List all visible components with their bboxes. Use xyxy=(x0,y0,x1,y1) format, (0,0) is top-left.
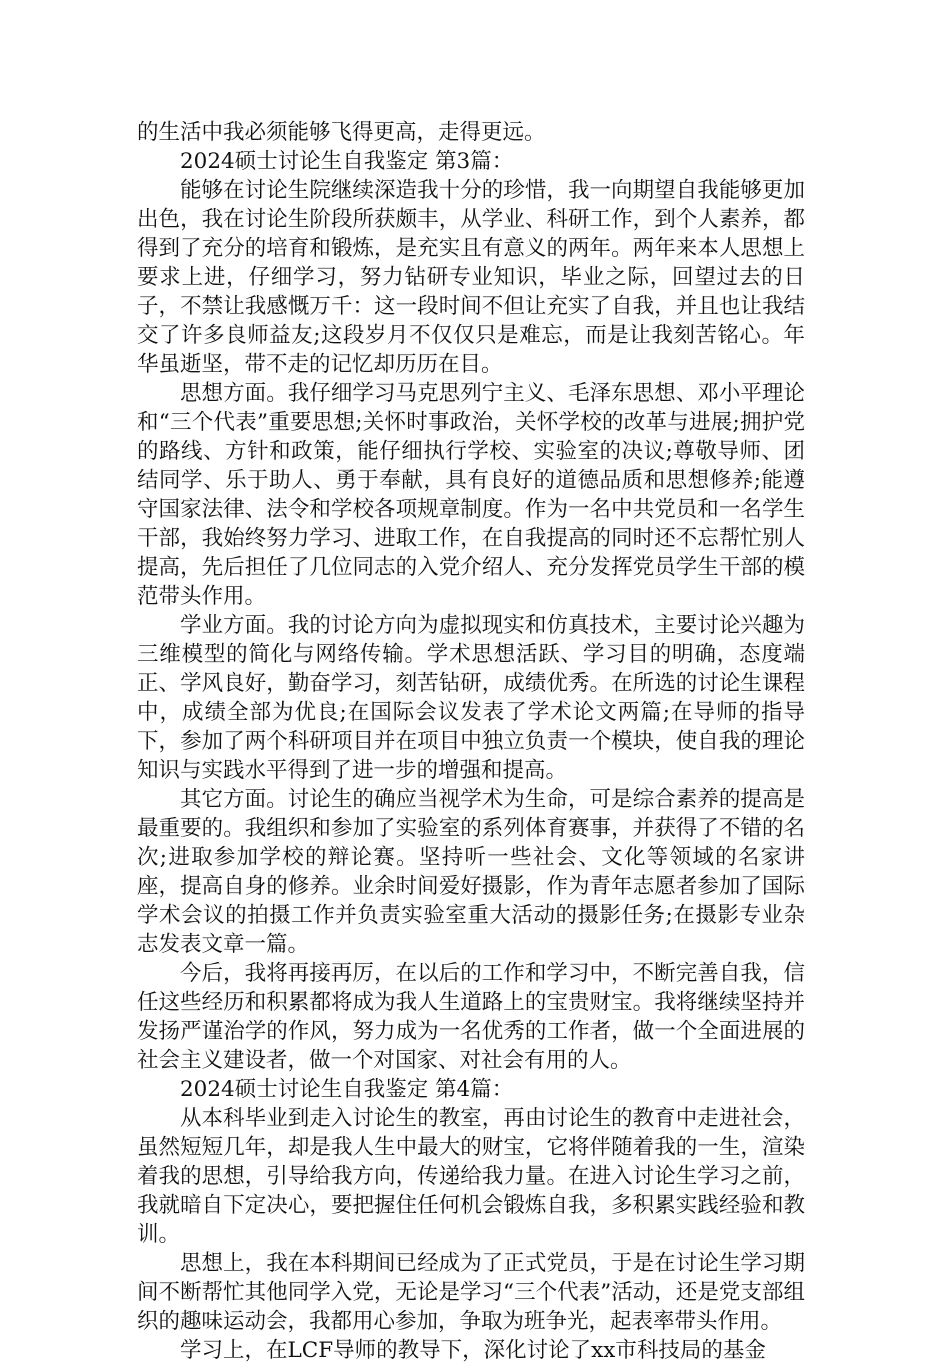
section-heading-part-3: 2024硕士讨论生自我鉴定 第3篇： xyxy=(180,149,514,174)
paragraph-continuation: 的生活中我必须能够飞得更高，走得更远。 xyxy=(137,120,546,145)
paragraph-future: 今后，我将再接再厉，在以后的工作和学习中，不断完善自我，信任这些经历和积累都将成为我人生道路上的宝贵财宝。我将继续坚持并发扬严谨治学的作风，努力成为一名优秀的工作者，做一个全面进展的社会主义建设者，做一个对国家、对社会有用的人。 xyxy=(137,961,805,1073)
paragraph-thought: 思想上，我在本科期间已经成为了正式党员，于是在讨论生学习期间不断帮忙其他同学入党，无论是学习“三个代表”活动，还是党支部组织的趣味运动会，我都用心参加，争取为班争光，起表率带头作用。 xyxy=(137,1251,805,1334)
paragraph-intro: 能够在讨论生院继续深造我十分的珍惜，我一向期望自我能够更加出色，我在讨论生阶段所获颇丰，从学业、科研工作，到个人素养，都得到了充分的培育和锻炼，是充实且有意义的两年。两年来本人思想上要求上进，仔细学习，努力钻研专业知识，毕业之际，回望过去的日子，不禁让我感慨万千：这一段时间不但让充实了自我，并且也让我结交了许多良师益友;这段岁月不仅仅只是难忘，而是让我刻苦铭心。年华虽逝坚，带不走的记忆却历历在目。 xyxy=(137,178,805,377)
paragraph-academics: 学业方面。我的讨论方向为虚拟现实和仿真技术，主要讨论兴趣为三维模型的简化与网络传输。学术思想活跃、学习目的明确，态度端正、学风良好，勤奋学习，刻苦钻研，成绩优秀。在所选的讨论生课程中，成绩全部为优良;在国际会议发表了学术论文两篇;在导师的指导下，参加了两个科研项目并在项目中独立负责一个模块，使自我的理论知识与实践水平得到了进一步的增强和提高。 xyxy=(137,613,805,783)
section-heading-part-4: 2024硕士讨论生自我鉴定 第4篇： xyxy=(180,1077,514,1102)
paragraph-ideology: 思想方面。我仔细学习马克思列宁主义、毛泽东思想、邓小平理论和“三个代表”重要思想;关怀时事政治，关怀学校的改革与进展;拥护党的路线、方针和政策，能仔细执行学校、实验室的决议;尊敬导师、团结同学、乐于助人、勇于奉献，具有良好的道德品质和思想修养;能遵守国家法律、法令和学校各项规章制度。作为一名中共党员和一名学生干部，我始终努力学习、进取工作，在自我提高的同时还不忘帮忙别人提高，先后担任了几位同志的入党介绍人、充分发挥党员学生干部的模范带头作用。 xyxy=(137,381,805,609)
paragraph-study: 学习上，在LCF导师的教导下，深化讨论了xx市科技局的基金 xyxy=(180,1338,766,1363)
document-page xyxy=(137,118,805,1365)
paragraph-journey: 从本科毕业到走入讨论生的教室，再由讨论生的教育中走进社会，虽然短短几年，却是我人生中最大的财宝，它将伴随着我的一生，渲染着我的思想，引导给我方向，传递给我力量。在进入讨论生学习之前，我就暗自下定决心，要把握住任何机会锻炼自我，多积累实践经验和教训。 xyxy=(137,1106,805,1247)
paragraph-other-aspects: 其它方面。讨论生的确应当视学术为生命，可是综合素养的提高是最重要的。我组织和参加了实验室的系列体育赛事，并获得了不错的名次;进取参加学校的辩论赛。坚持听一些社会、文化等领域的名家讲座，提高自身的修养。业余时间爱好摄影，作为青年志愿者参加了国际学术会议的拍摄工作并负责实验室重大活动的摄影任务;在摄影专业杂志发表文章一篇。 xyxy=(137,787,805,957)
